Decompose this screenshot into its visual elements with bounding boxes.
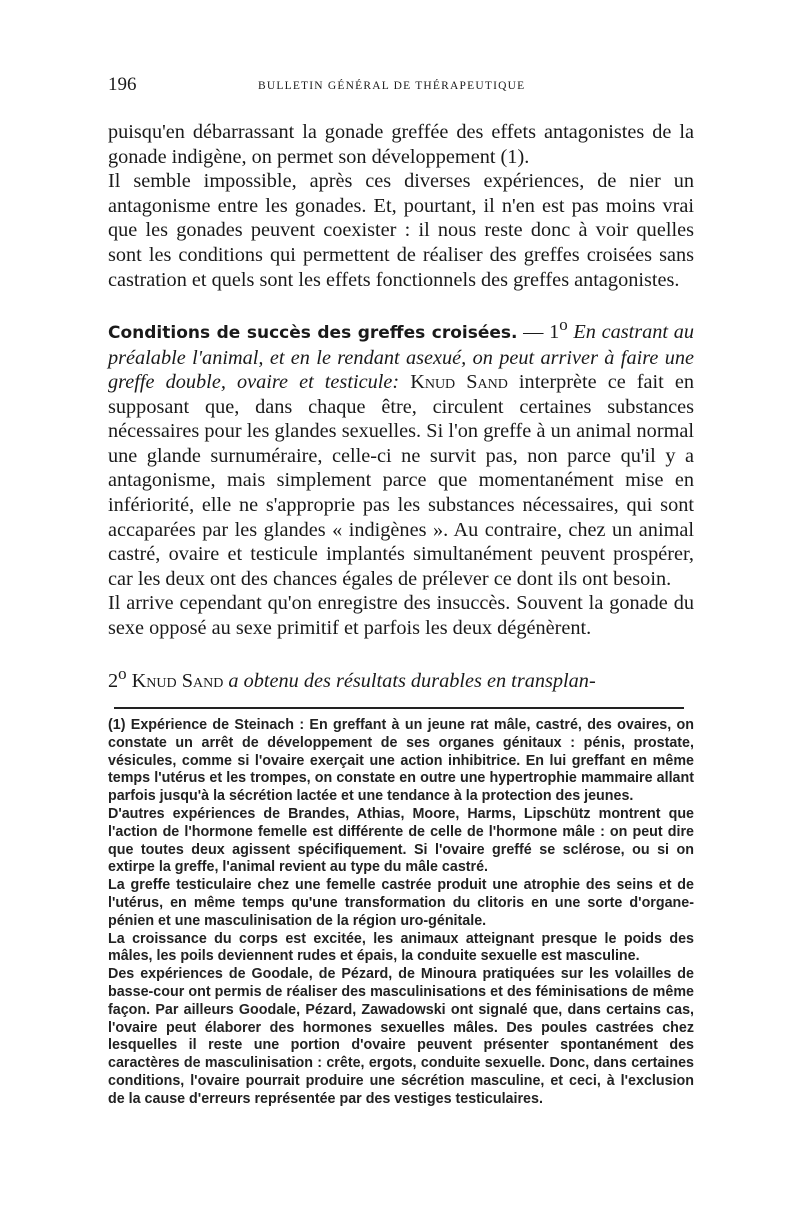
running-head: BULLETIN GÉNÉRAL DE THÉRAPEUTIQUE	[258, 80, 526, 92]
footnote-1: (1) Expérience de Steinach : En greffant à un jeune rat mâle, castré, des ovaires, on constate un arrêt de développement de ses organes génitaux : pénis, prostate, vésicules, comme si l'ovaire exerçait une action inhibitrice. En lui greffant en même temps l'utérus et les trompes, on constate en outre une hypertrophie mammaire allant parfois jusqu'à la sécrétion lactée et une tendance à la protection des jeunes.	[108, 717, 694, 805]
document-page	[108, 72, 694, 1109]
paragraph-3	[108, 313, 694, 591]
page-header	[108, 72, 694, 102]
paragraph-1: puisqu'en débarrassant la gonade greffée des effets antagonistes de la gonade indigène, on permet son développement (1).	[108, 121, 694, 168]
paragraph-4: Il arrive cependant qu'on enregistre des insuccès. Souvent la gonade du sexe opposé au sexe primitif et parfois les deux dégénèrent.	[108, 592, 694, 640]
footnote-divider	[114, 707, 684, 709]
footnote-3: La greffe testiculaire chez une femelle castrée produit une atrophie des seins et de l'utérus, en même temps qu'une transformation du clitoris en une sorte d'organe-pénien et une masculinisation de la région uro-génitale.	[108, 877, 694, 929]
paragraph-5-number: 2	[108, 669, 119, 692]
footnote-5: Des expériences de Goodale, de Pézard, de Minoura pratiquées sur les volailles de basse-cour ont permis de réaliser des masculinisations et des féminisations de même façon. Par ailleurs Goodale, Pézard, Zawadowski ont signalé que, dans certains cas, l'ovaire peut élaborer des hormones sexuelles mâles. Des poules castrées chez lesquelles il reste une portion d'ovaire peuvent présenter spontanément des caractères de masculinisation : crête, ergots, conduite sexuelle. Donc, dans certaines conditions, l'ovaire pourrait produire une sécrétion masculine, et ceci, à l'exclusion de la cause d'erreurs représentée par des vestiges testiculaires.	[108, 966, 694, 1107]
page-number: 196	[108, 74, 137, 95]
paragraph-5	[108, 662, 694, 693]
footnotes	[108, 717, 694, 1109]
footnote-4: La croissance du corps est excitée, les animaux atteignant presque le poids des mâles, les poils deviennent rudes et épais, la conduite sexuelle est masculine.	[108, 930, 694, 965]
paragraph-5-ordinal: o	[118, 663, 127, 683]
paragraph-3-dash: — 1	[517, 320, 560, 343]
paragraph-3-ordinal: o	[559, 315, 568, 335]
section-title: Conditions de succès des greffes croisées.	[108, 322, 518, 343]
paragraph-3-italic: En castrant au préalable l'animal, et en le rendant asexué, on peut arriver à faire une greffe double, ovaire et testicule:	[108, 320, 695, 394]
footnote-2: D'autres expériences de Brandes, Athias, Moore, Harms, Lipschütz montrent que l'action de l'hormone femelle est différente de celle de l'hormone mâle : on peut dire que toutes deux agissent spécifiquement. Si l'ovaire greffé se sclérose, ou si on extirpe la greffe, l'animal revient au type du mâle castré.	[108, 805, 694, 876]
author-name-2: Knud Sand	[126, 669, 224, 692]
body-text	[108, 120, 694, 693]
paragraph-3-text: interprète ce fait en supposant que, dans chaque être, circulent certaines substances nécessaires pour les glandes sexuelles. Si l'on greffe à un animal normal une glande surnuméraire, celle-ci ne survit pas, non parce qu'il y a antagonisme, mais simplement parce que momentanément mise en infériorité, elle ne s'approprie pas les substances nécessaires, qui sont accaparées par les glandes « indigènes ». Au contraire, chez un animal castré, ovaire et testicule implantés simultanément peuvent prospérer, car les deux ont des chances égales de prélever ce dont ils ont besoin.	[108, 371, 694, 590]
paragraph-5-italic: a obtenu des résultats durables en transplan-	[223, 669, 596, 692]
paragraph-2: Il semble impossible, après ces diverses expériences, de nier un antagonisme entre les gonades. Et, pourtant, il n'en est pas moins vrai que les gonades peuvent coexister : il nous reste donc à voir quelles sont les conditions qui permettent de réaliser des greffes croisées sans castration et quels sont les effets fonctionnels des greffes antagonistes.	[108, 170, 694, 291]
section-gap	[108, 292, 694, 313]
author-name: Knud Sand	[399, 371, 508, 394]
section-gap-2	[108, 641, 694, 662]
